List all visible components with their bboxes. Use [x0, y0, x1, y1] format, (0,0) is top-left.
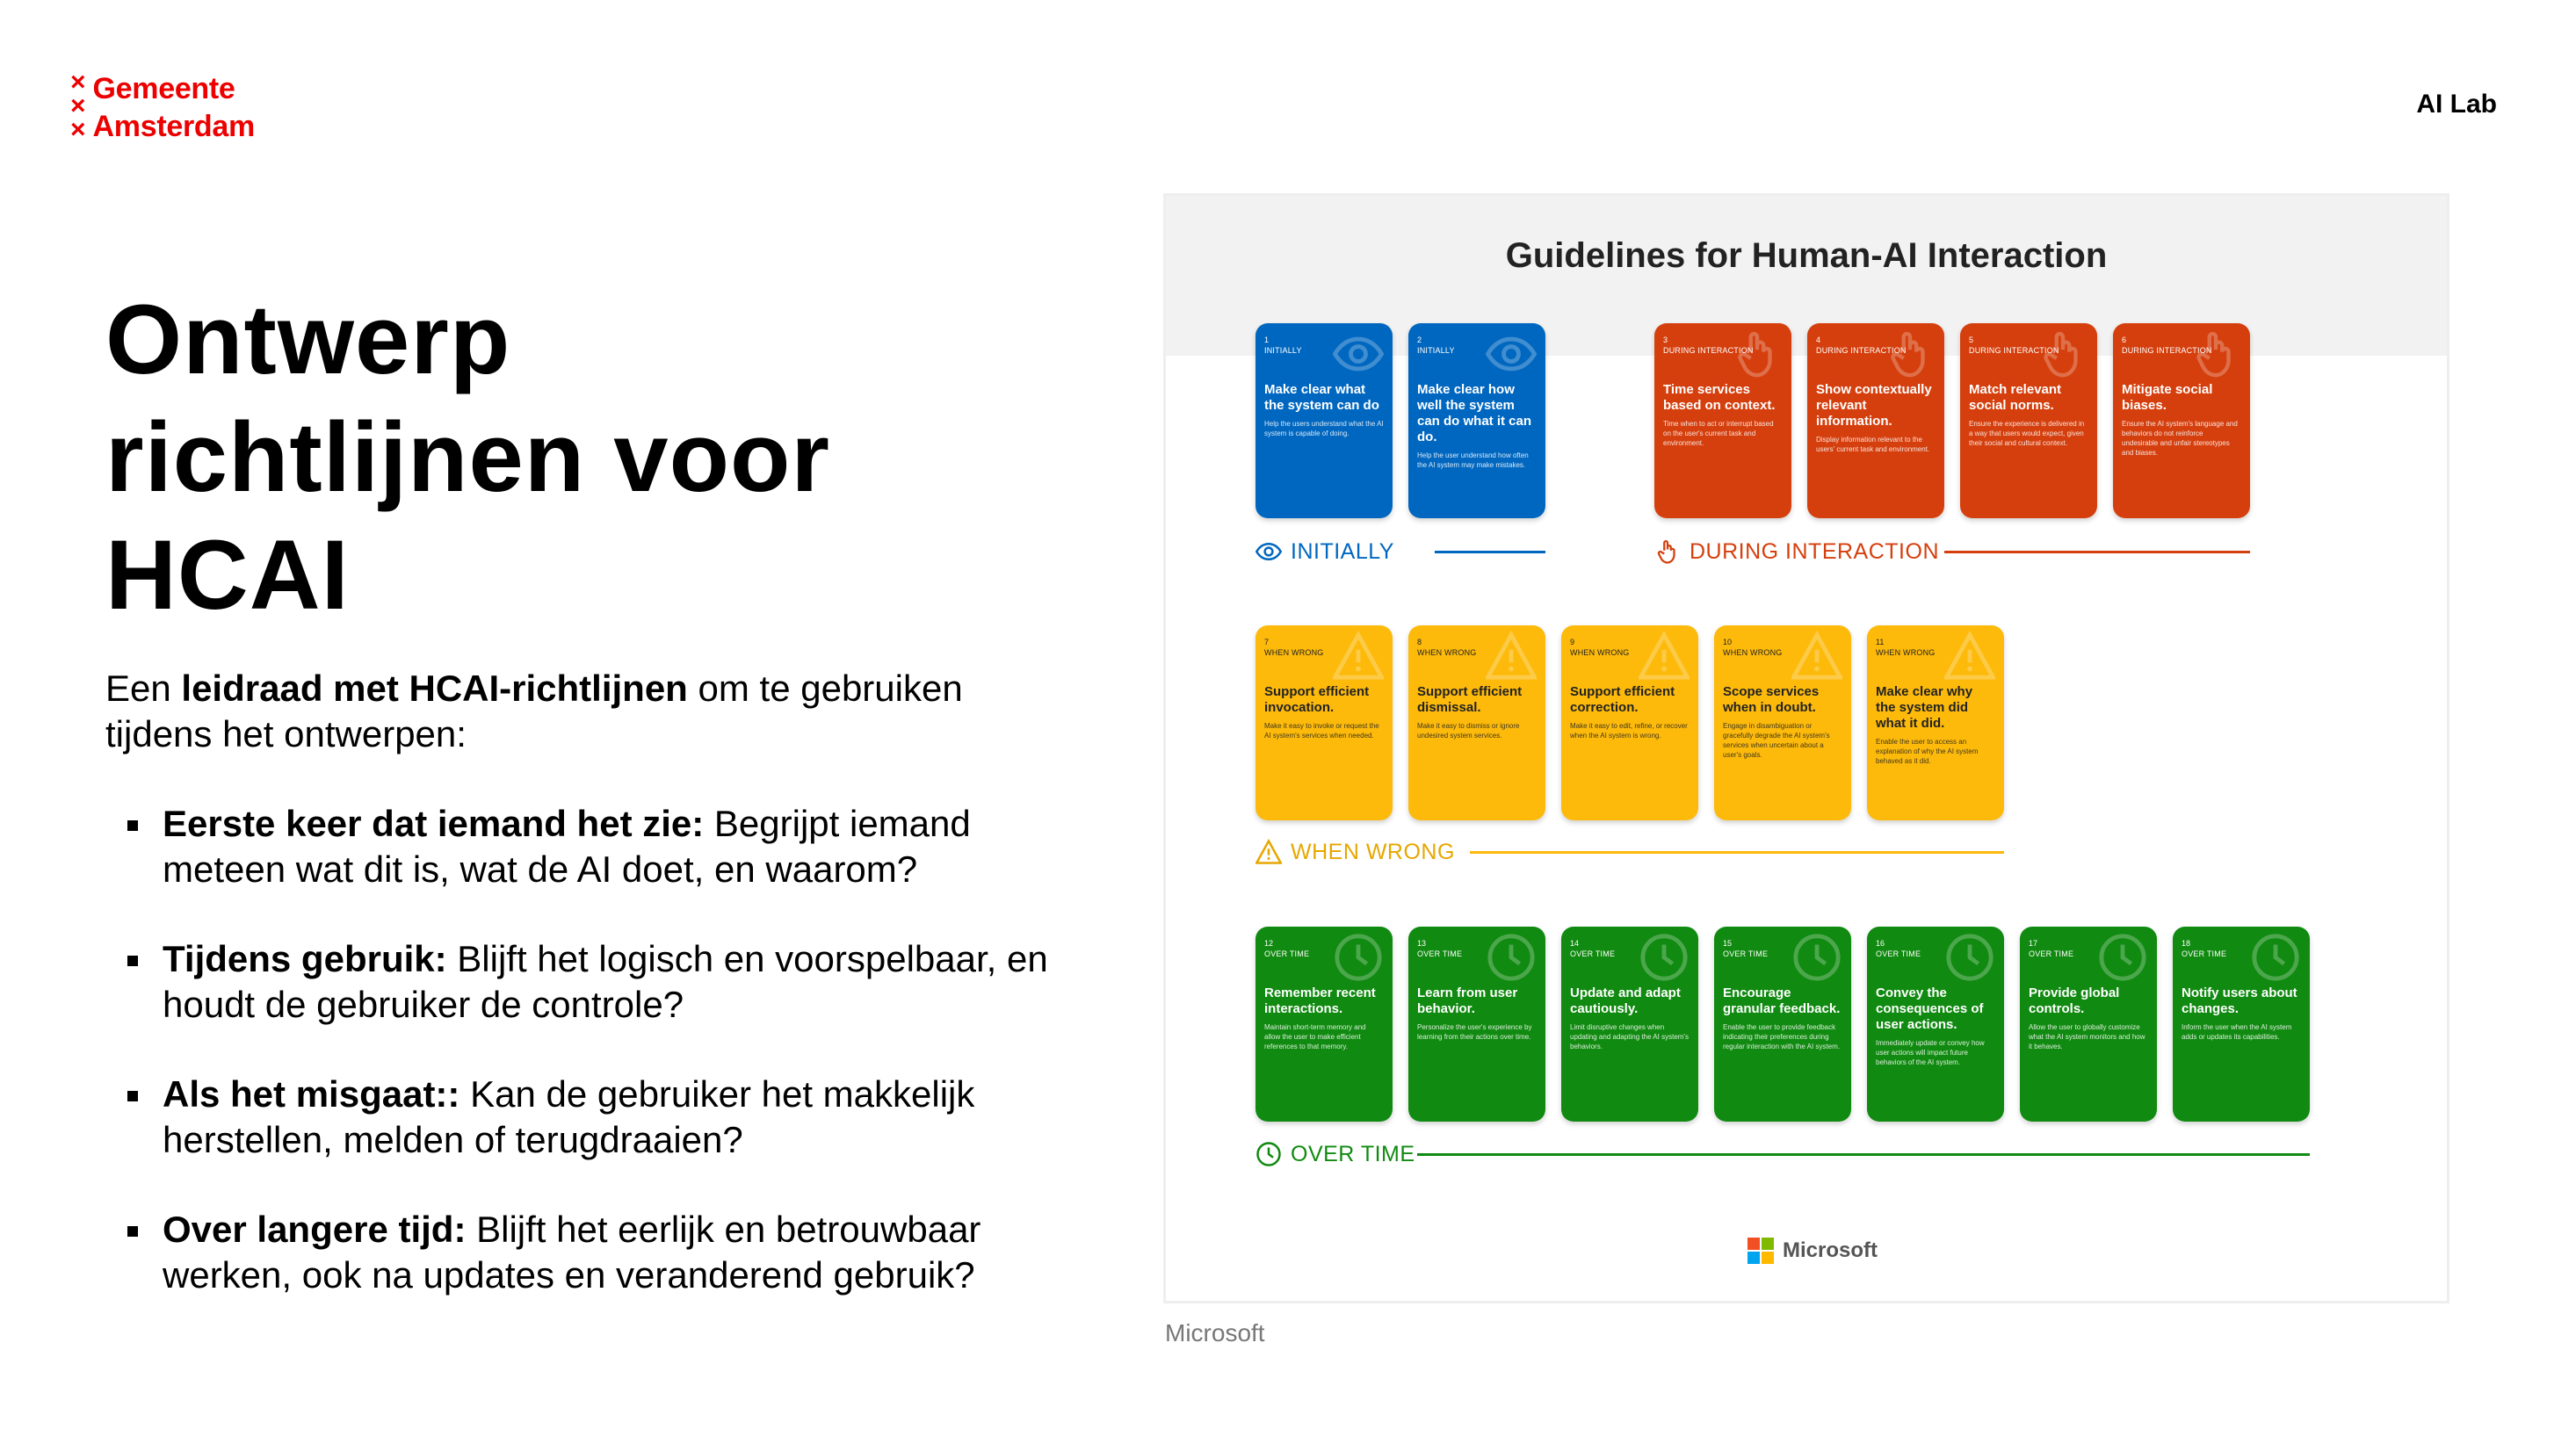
card-title: Update and adapt cautiously. [1570, 985, 1681, 1016]
card-desc: Help the user understand how often the AI system may make mistakes. [1417, 451, 1529, 469]
hand-icon [1732, 328, 1783, 379]
guideline-card [1255, 323, 1393, 518]
section-label-wrong [1255, 839, 1455, 865]
card-number: 7 [1264, 638, 1270, 646]
slide-intro [105, 666, 1054, 757]
intro-post: om te gebruiken tijdens het ontwerpen: [105, 668, 963, 754]
card-desc: Engage in disambiguation or gracefully degrade the AI system's services when uncertain about a user's goals. [1723, 722, 1830, 759]
card-number: 13 [1417, 939, 1427, 948]
card-category: DURING INTERACTION [1816, 346, 1907, 355]
bullet-text: Kan de gebruiker het makkelijk herstellen, melden of terugdraaien? [163, 1073, 975, 1160]
card-category: OVER TIME [2182, 949, 2227, 958]
intro-bold: leidraad met HCAI-richtlijnen [181, 668, 688, 709]
card-desc: Make it easy to dismiss or ignore undesired system services. [1417, 722, 1520, 740]
card-number: 10 [1723, 638, 1733, 646]
card-category: OVER TIME [2029, 949, 2074, 958]
warning-icon [1486, 631, 1537, 682]
card-category: WHEN WRONG [1264, 648, 1324, 657]
card-number: 12 [1264, 939, 1274, 948]
card-number: 16 [1876, 939, 1885, 948]
guideline-card [2020, 927, 2157, 1122]
guideline-card [1561, 927, 1698, 1122]
card-category: DURING INTERACTION [2122, 346, 2212, 355]
guideline-bullets [127, 801, 1059, 1342]
hand-icon [2037, 328, 2088, 379]
bullet-item [127, 1207, 1059, 1298]
hand-pointer-icon [1654, 538, 1681, 565]
clock-icon [1333, 932, 1384, 983]
card-category: OVER TIME [1723, 949, 1769, 958]
section-label-text: WHEN WRONG [1291, 839, 1455, 864]
card-title: Make clear what the system can do [1264, 382, 1379, 413]
slide-title: Ontwerp richtlijnen voor HCAI [105, 285, 830, 630]
clock-icon [1791, 932, 1842, 983]
card-title: Make clear how well the system can do what it can do. [1417, 382, 1532, 444]
card-desc: Enable the user to access an explanation of why the AI system behaved as it did. [1876, 738, 1979, 765]
card-title: Make clear why the system did what it did. [1876, 684, 1973, 731]
microsoft-logo-icon [1747, 1238, 1774, 1264]
card-category: OVER TIME [1876, 949, 1921, 958]
guideline-card [1867, 625, 2004, 820]
card-category: OVER TIME [1417, 949, 1463, 958]
logo-cross: × [70, 91, 86, 120]
card-desc: Personalize the user's experience by learning from their actions over time. [1417, 1023, 1532, 1041]
card-number: 14 [1570, 939, 1580, 948]
eye-icon [1255, 538, 1282, 565]
card-number: 6 [2122, 336, 2127, 344]
card-number: 3 [1663, 336, 1668, 344]
guideline-card [1255, 625, 1393, 820]
card-category: OVER TIME [1570, 949, 1616, 958]
card-number: 15 [1723, 939, 1733, 948]
guideline-card [1408, 927, 1545, 1122]
microsoft-logo [1747, 1238, 1878, 1264]
guideline-card [1714, 625, 1851, 820]
card-number: 1 [1264, 336, 1270, 344]
card-title: Remember recent interactions. [1264, 985, 1376, 1016]
card-desc: Help the users understand what the AI system is capable of doing. [1264, 420, 1384, 437]
section-label-during [1654, 538, 1939, 565]
hai-guidelines-figure [1163, 193, 2449, 1303]
card-desc: Enable the user to provide feedback indicating their preferences during regular interaction with the AI system. [1723, 1023, 1840, 1050]
card-number: 5 [1969, 336, 1974, 344]
card-number: 18 [2182, 939, 2191, 948]
section-label-text: INITIALLY [1291, 538, 1394, 564]
bullet-bold: Eerste keer dat iemand het zie: [163, 803, 705, 844]
warning-icon [1333, 631, 1384, 682]
card-category: INITIALLY [1264, 346, 1302, 355]
gemeente-amsterdam-logo [70, 70, 255, 146]
section-line-wrong [1470, 851, 2004, 854]
guideline-card [2173, 927, 2310, 1122]
bullet-item [127, 936, 1059, 1028]
card-title: Convey the consequences of user actions. [1876, 985, 1984, 1032]
card-title: Learn from user behavior. [1417, 985, 1518, 1016]
section-label-overtime [1255, 1141, 1415, 1167]
card-title: Scope services when in doubt. [1723, 684, 1820, 715]
card-title: Support efficient correction. [1570, 684, 1675, 715]
section-label-text: OVER TIME [1291, 1141, 1415, 1166]
section-label-text: DURING INTERACTION [1690, 538, 1939, 564]
card-desc: Display information relevant to the users' current task and environment. [1816, 436, 1930, 453]
microsoft-wordmark: Microsoft [1783, 1238, 1878, 1262]
card-desc: Immediately update or convey how user actions will impact future behaviors of the AI system. [1876, 1039, 1985, 1066]
card-desc: Inform the user when the AI system adds or updates its capabilities. [2182, 1023, 2292, 1041]
card-title: Match relevant social norms. [1969, 382, 2062, 413]
card-desc: Time when to act or interrupt based on the user's current task and environment. [1663, 420, 1774, 447]
card-title: Support efficient invocation. [1264, 684, 1370, 715]
guideline-card [1960, 323, 2097, 518]
clock-icon [1639, 932, 1690, 983]
guideline-card [1654, 323, 1791, 518]
figure-title: Guidelines for Human-AI Interaction [1505, 236, 2108, 275]
card-number: 17 [2029, 939, 2038, 948]
section-label-initially [1255, 538, 1394, 565]
card-title: Mitigate social biases. [2122, 382, 2213, 413]
card-number: 8 [1417, 638, 1422, 646]
bullet-bold: Tijdens gebruik: [163, 938, 447, 979]
card-category: WHEN WRONG [1570, 648, 1630, 657]
bullet-item [127, 801, 1059, 892]
bullet-bold: Over langere tijd: [163, 1209, 467, 1250]
logo-cross: × [70, 115, 86, 144]
guideline-card [2113, 323, 2250, 518]
guideline-card [1807, 323, 1944, 518]
card-number: 4 [1816, 336, 1821, 344]
guideline-card [1561, 625, 1698, 820]
bullet-item [127, 1072, 1059, 1163]
guideline-card [1408, 323, 1545, 518]
logo-line-1: Gemeente [92, 72, 235, 105]
guideline-card [1867, 927, 2004, 1122]
guideline-card [1408, 625, 1545, 820]
hand-icon [2190, 328, 2241, 379]
clock-icon [1486, 932, 1537, 983]
figure-caption: Microsoft [1165, 1319, 1265, 1346]
card-category: WHEN WRONG [1876, 648, 1936, 657]
card-desc: Make it easy to edit, refine, or recover when the AI system is wrong. [1570, 722, 1688, 740]
bullet-bold: Als het misgaat:: [163, 1073, 460, 1115]
logo-cross: × [70, 68, 86, 97]
card-desc: Allow the user to globally customize what the AI system monitors and how it behaves. [2029, 1023, 2145, 1050]
card-desc: Maintain short-term memory and allow the user to make efficient references to that memory. [1264, 1023, 1366, 1050]
card-category: WHEN WRONG [1723, 648, 1783, 657]
ai-lab-tag: AI Lab [2416, 90, 2497, 119]
card-category: DURING INTERACTION [1969, 346, 2059, 355]
card-title: Support efficient dismissal. [1417, 684, 1523, 715]
card-number: 11 [1876, 638, 1885, 646]
clock-icon [2250, 932, 2301, 983]
card-desc: Make it easy to invoke or request the AI system's services when needed. [1264, 722, 1379, 740]
guideline-card [1714, 927, 1851, 1122]
warning-icon [1791, 631, 1842, 682]
bullet-text: Blijft het eerlijk en betrouwbaar werken, ook na updates en veranderend gebruik? [163, 1209, 981, 1296]
card-title: Notify users about changes. [2182, 985, 2297, 1016]
section-line-overtime [1417, 1153, 2310, 1156]
eye-icon [1486, 328, 1537, 379]
guideline-card [1255, 927, 1393, 1122]
bullet-text: Begrijpt iemand meteen wat dit is, wat de AI doet, en waarom? [163, 803, 971, 890]
intro-pre: Een [105, 668, 182, 709]
warning-icon [1255, 839, 1282, 865]
logo-line-2: Amsterdam [92, 110, 255, 143]
card-desc: Limit disruptive changes when updating and adapting the AI system's behaviors. [1570, 1023, 1689, 1050]
card-number: 2 [1417, 336, 1422, 344]
card-category: INITIALLY [1417, 346, 1455, 355]
card-desc: Ensure the AI system's language and behaviors do not reinforce undesirable and unfair stereotypes and biases. [2122, 420, 2238, 457]
card-title: Show contextually relevant information. [1816, 382, 1932, 429]
section-line-during [1944, 551, 2250, 553]
card-desc: Ensure the experience is delivered in a way that users would expect, given their social and cultural context. [1969, 420, 2085, 447]
eye-icon [1333, 328, 1384, 379]
clock-icon [1255, 1141, 1282, 1167]
warning-icon [1944, 631, 1995, 682]
card-category: DURING INTERACTION [1663, 346, 1754, 355]
warning-icon [1639, 631, 1690, 682]
clock-icon [1944, 932, 1995, 983]
section-line-initially [1435, 551, 1545, 553]
card-title: Provide global controls. [2029, 985, 2120, 1016]
logo-crosses-icon [70, 70, 86, 146]
hand-icon [1885, 328, 1936, 379]
card-title: Encourage granular feedback. [1723, 985, 1841, 1016]
card-category: WHEN WRONG [1417, 648, 1477, 657]
card-category: OVER TIME [1264, 949, 1310, 958]
clock-icon [2097, 932, 2148, 983]
card-number: 9 [1570, 638, 1575, 646]
bullet-text: Blijft het logisch en voorspelbaar, en houdt de gebruiker de controle? [163, 938, 1048, 1025]
card-title: Time services based on context. [1663, 382, 1776, 413]
